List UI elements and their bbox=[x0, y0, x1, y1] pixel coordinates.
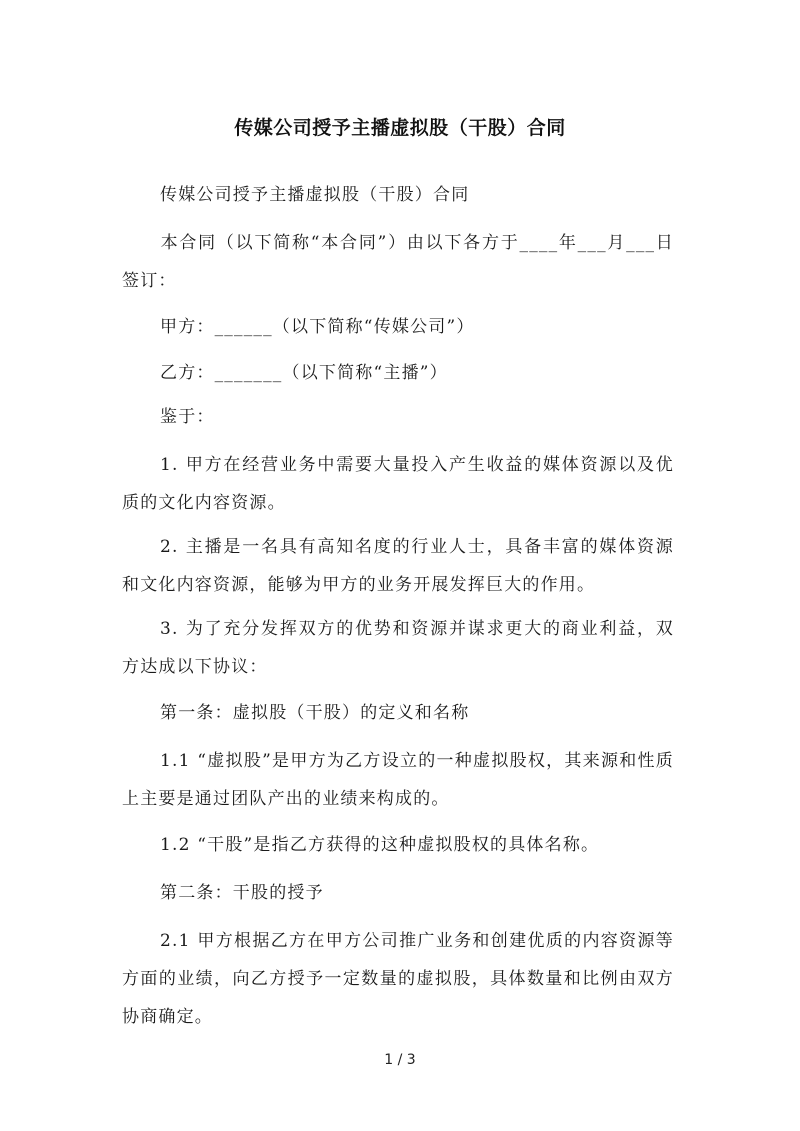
article-2-heading: 第二条：干股的授予 bbox=[160, 883, 324, 903]
paragraph-party-a: 甲方：______（以下简称“传媒公司”） bbox=[160, 317, 475, 337]
paragraph-recital-3: 3. 为了充分发挥双方的优势和资源并谋求更大的商业利益，双方达成以下协议： bbox=[122, 619, 674, 677]
clause-1-1: 1.1 “虚拟股”是甲方为乙方设立的一种虚拟股权，其来源和性质上主要是通过团队产出的业绩来构成的。 bbox=[122, 751, 674, 809]
paragraph-recital-2: 2. 主播是一名具有高知名度的行业人士，具备丰富的媒体资源和文化内容资源，能够为甲方的业务开展发挥巨大的作用。 bbox=[122, 537, 674, 595]
clause-2-1: 2.1 甲方根据乙方在甲方公司推广业务和创建优质的内容资源等方面的业绩，向乙方授予一定数量的虚拟股，具体数量和比例由双方协商确定。 bbox=[122, 931, 674, 1027]
document-title: 传媒公司授予主播虚拟股（干股）合同 bbox=[234, 117, 566, 139]
clause-1-2: 1.2 “干股”是指乙方获得的这种虚拟股权的具体名称。 bbox=[160, 835, 600, 855]
paragraph-subtitle: 传媒公司授予主播虚拟股（干股）合同 bbox=[160, 185, 470, 205]
page-number: 1 / 3 bbox=[384, 1052, 416, 1068]
paragraph-party-b: 乙方：_______（以下简称“主播”） bbox=[160, 363, 448, 383]
paragraph-signing-date: 本合同（以下简称“本合同”）由以下各方于____年___月___日签订： bbox=[122, 233, 674, 291]
paragraph-recital-1: 1. 甲方在经营业务中需要大量投入产生收益的媒体资源以及优质的文化内容资源。 bbox=[122, 455, 674, 513]
article-1-heading: 第一条：虚拟股（干股）的定义和名称 bbox=[160, 703, 470, 723]
paragraph-whereas: 鉴于： bbox=[160, 407, 215, 427]
